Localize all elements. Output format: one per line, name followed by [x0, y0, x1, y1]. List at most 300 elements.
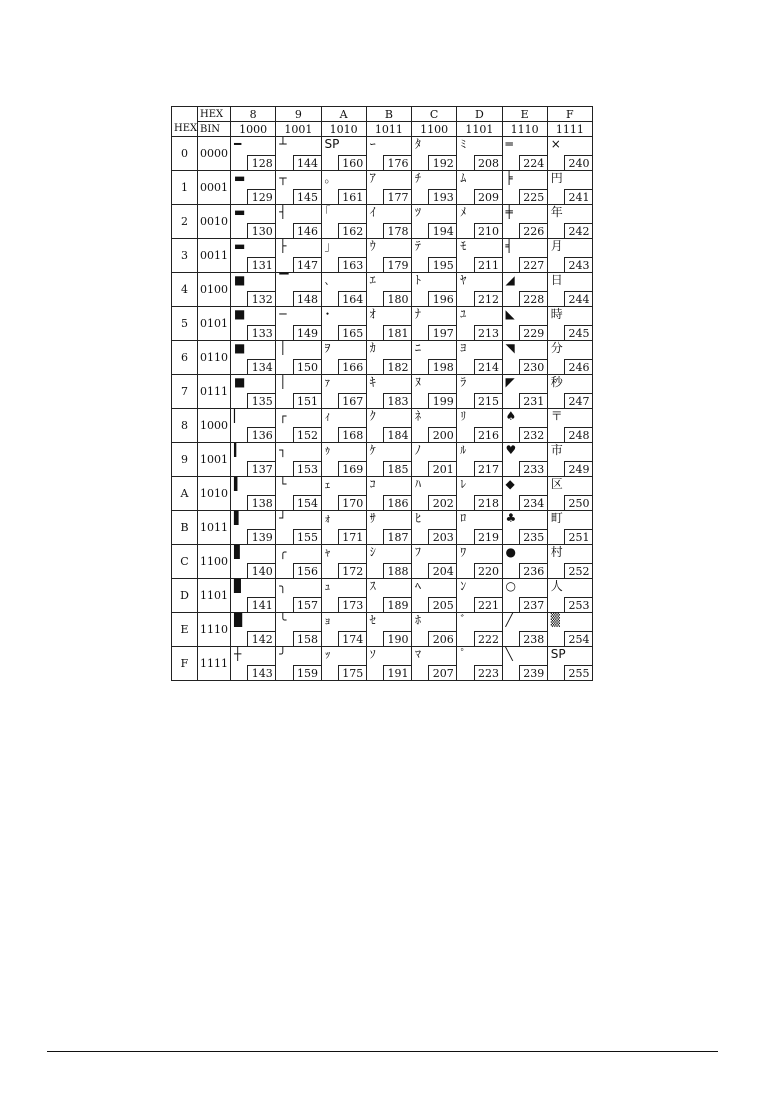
- row-header-hex: 8: [172, 409, 198, 443]
- character-glyph: ﾉ: [415, 443, 422, 457]
- character-glyph: 〒: [550, 409, 563, 423]
- code-cell: [502, 341, 547, 375]
- decimal-code: 226: [519, 223, 548, 239]
- row-header-bin: 1000: [198, 409, 231, 443]
- decimal-code: 139: [247, 529, 276, 545]
- column-header-hex: C: [412, 107, 457, 122]
- decimal-code: 248: [564, 427, 593, 443]
- decimal-code: 205: [428, 597, 457, 613]
- code-cell: [502, 511, 547, 545]
- character-glyph: ｨ: [324, 409, 331, 423]
- code-cell: [547, 477, 592, 511]
- character-glyph: ×: [550, 137, 561, 151]
- character-glyph: SP: [324, 137, 340, 151]
- table-row: [172, 443, 593, 477]
- code-cell: [502, 273, 547, 307]
- character-glyph: ┬: [279, 171, 287, 185]
- code-cell: [457, 511, 502, 545]
- character-glyph: ｪ: [324, 477, 331, 491]
- decimal-code: 154: [293, 495, 322, 511]
- character-glyph: ♥: [505, 443, 517, 457]
- character-glyph: ﾃ: [415, 239, 422, 253]
- character-glyph: ▋: [234, 545, 244, 559]
- code-cell: [412, 511, 457, 545]
- row-header-hex: E: [172, 613, 198, 647]
- code-cell: [457, 273, 502, 307]
- decimal-code: 213: [474, 325, 503, 341]
- character-glyph: ◥: [505, 341, 515, 355]
- footer-rule: [47, 1051, 718, 1052]
- table-row: [172, 137, 593, 171]
- code-cell: [366, 273, 411, 307]
- decimal-code: 155: [293, 529, 322, 545]
- code-cell: [321, 477, 366, 511]
- code-cell: [502, 409, 547, 443]
- code-cell: [231, 375, 276, 409]
- decimal-code: 173: [338, 597, 367, 613]
- character-glyph: │: [279, 375, 287, 389]
- character-glyph: ┤: [279, 205, 287, 219]
- decimal-code: 235: [519, 529, 548, 545]
- code-cell: [457, 375, 502, 409]
- row-header-hex: 7: [172, 375, 198, 409]
- code-cell: [276, 613, 321, 647]
- decimal-code: 138: [247, 495, 276, 511]
- row-header-hex: C: [172, 545, 198, 579]
- table-row: [172, 239, 593, 273]
- decimal-code: 246: [564, 359, 593, 375]
- decimal-code: 252: [564, 563, 593, 579]
- decimal-code: 143: [247, 665, 276, 681]
- character-glyph: ◆: [505, 477, 515, 491]
- character-glyph: SP: [550, 647, 566, 661]
- character-glyph: ▏: [234, 409, 244, 423]
- code-cell: [321, 409, 366, 443]
- character-glyph: │: [279, 341, 287, 355]
- decimal-code: 172: [338, 563, 367, 579]
- character-glyph: ﾑ: [460, 171, 467, 185]
- code-cell: [321, 511, 366, 545]
- row-header-bin: 1100: [198, 545, 231, 579]
- row-header-bin: 1001: [198, 443, 231, 477]
- decimal-code: 216: [474, 427, 503, 443]
- character-glyph: ▬: [234, 239, 246, 253]
- decimal-code: 233: [519, 461, 548, 477]
- decimal-code: 152: [293, 427, 322, 443]
- code-table: [171, 106, 593, 681]
- decimal-code: 176: [383, 155, 412, 171]
- row-header-bin: 0101: [198, 307, 231, 341]
- code-cell: [502, 477, 547, 511]
- character-glyph: ｿ: [369, 647, 376, 661]
- character-glyph: ｫ: [324, 511, 331, 525]
- character-glyph: ﾗ: [460, 375, 467, 389]
- decimal-code: 141: [247, 597, 276, 613]
- code-cell: [321, 205, 366, 239]
- character-glyph: ●: [505, 545, 516, 559]
- character-glyph: ﾄ: [415, 273, 422, 287]
- character-glyph: ┼: [234, 647, 242, 661]
- code-cell: [457, 443, 502, 477]
- decimal-code: 156: [293, 563, 322, 579]
- decimal-code: 184: [383, 427, 412, 443]
- header-row-bin: [172, 122, 593, 137]
- character-glyph: ▊: [234, 579, 244, 593]
- table-row: [172, 171, 593, 205]
- character-glyph: ▬: [234, 205, 246, 219]
- decimal-code: 179: [383, 257, 412, 273]
- decimal-code: 240: [564, 155, 593, 171]
- decimal-code: 148: [293, 291, 322, 307]
- code-cell: [276, 307, 321, 341]
- decimal-code: 230: [519, 359, 548, 375]
- decimal-code: 251: [564, 529, 593, 545]
- character-glyph: ┴: [279, 137, 287, 151]
- decimal-code: 198: [428, 359, 457, 375]
- row-header-hex: 3: [172, 239, 198, 273]
- decimal-code: 145: [293, 189, 322, 205]
- row-header-bin: 1111: [198, 647, 231, 681]
- code-cell: [321, 613, 366, 647]
- character-glyph: ｦ: [324, 341, 331, 355]
- decimal-code: 225: [519, 189, 548, 205]
- column-header-bin: 1101: [457, 122, 502, 137]
- code-cell: [412, 239, 457, 273]
- character-glyph: ｢: [324, 205, 331, 219]
- code-cell: [366, 137, 411, 171]
- code-cell: [457, 477, 502, 511]
- code-cell: [321, 137, 366, 171]
- row-header-bin: 0011: [198, 239, 231, 273]
- character-glyph: ﾆ: [415, 341, 422, 355]
- decimal-code: 187: [383, 529, 412, 545]
- code-cell: [502, 137, 547, 171]
- decimal-code: 182: [383, 359, 412, 375]
- decimal-code: 142: [247, 631, 276, 647]
- row-header-bin: 0000: [198, 137, 231, 171]
- column-header-hex: 9: [276, 107, 321, 122]
- decimal-code: 167: [338, 393, 367, 409]
- code-cell: [412, 579, 457, 613]
- character-glyph: ╯: [279, 647, 287, 661]
- character-glyph: ─: [279, 307, 287, 321]
- code-cell: [502, 613, 547, 647]
- character-glyph: ♠: [505, 409, 517, 423]
- character-glyph: ｡: [324, 171, 331, 185]
- code-cell: [231, 307, 276, 341]
- code-cell: [547, 375, 592, 409]
- column-header-hex: 8: [231, 107, 276, 122]
- decimal-code: 238: [519, 631, 548, 647]
- character-glyph: ■: [234, 341, 246, 355]
- decimal-code: 241: [564, 189, 593, 205]
- character-glyph: ╭: [279, 545, 287, 559]
- decimal-code: 206: [428, 631, 457, 647]
- column-header-hex-label: HEX: [198, 107, 231, 122]
- column-header-hex: B: [366, 107, 411, 122]
- character-glyph: 日: [550, 273, 563, 287]
- code-cell: [547, 341, 592, 375]
- character-glyph: 分: [550, 341, 563, 355]
- decimal-code: 224: [519, 155, 548, 171]
- table-row: [172, 375, 593, 409]
- code-cell: [231, 545, 276, 579]
- code-cell: [547, 307, 592, 341]
- character-glyph: ﾘ: [460, 409, 467, 423]
- character-glyph: ■: [234, 307, 246, 321]
- decimal-code: 178: [383, 223, 412, 239]
- code-cell: [457, 647, 502, 681]
- row-header-hex: 1: [172, 171, 198, 205]
- row-header-hex: 2: [172, 205, 198, 239]
- column-header-hex: A: [321, 107, 366, 122]
- character-glyph: ╮: [279, 579, 287, 593]
- code-cell: [412, 647, 457, 681]
- table-row: [172, 545, 593, 579]
- code-cell: [366, 239, 411, 273]
- code-cell: [547, 511, 592, 545]
- character-glyph: ﾅ: [415, 307, 422, 321]
- code-cell: [321, 579, 366, 613]
- character-glyph: ﾟ: [460, 647, 467, 661]
- character-glyph: 円: [550, 171, 563, 185]
- code-cell: [366, 477, 411, 511]
- decimal-code: 229: [519, 325, 548, 341]
- code-cell: [321, 273, 366, 307]
- decimal-code: 188: [383, 563, 412, 579]
- decimal-code: 140: [247, 563, 276, 579]
- character-glyph: ｯ: [324, 647, 331, 661]
- code-cell: [366, 613, 411, 647]
- character-glyph: ﾍ: [415, 579, 422, 593]
- decimal-code: 136: [247, 427, 276, 443]
- code-cell: [366, 647, 411, 681]
- code-cell: [457, 579, 502, 613]
- character-glyph: 秒: [550, 375, 563, 389]
- code-cell: [231, 511, 276, 545]
- code-cell: [547, 273, 592, 307]
- code-cell: [412, 613, 457, 647]
- character-glyph: ▉: [234, 613, 244, 627]
- code-cell: [321, 443, 366, 477]
- character-glyph: ｣: [324, 239, 331, 253]
- code-cell: [502, 443, 547, 477]
- table-row: [172, 511, 593, 545]
- code-cell: [412, 477, 457, 511]
- code-cell: [276, 579, 321, 613]
- character-glyph: ﾋ: [415, 511, 422, 525]
- character-glyph: ｹ: [369, 443, 376, 457]
- character-glyph: ｮ: [324, 613, 331, 627]
- code-cell: [231, 477, 276, 511]
- code-cell: [321, 647, 366, 681]
- code-cell: [502, 545, 547, 579]
- code-cell: [366, 511, 411, 545]
- code-cell: [547, 171, 592, 205]
- code-cell: [231, 137, 276, 171]
- character-glyph: ﾐ: [460, 137, 467, 151]
- code-cell: [366, 579, 411, 613]
- decimal-code: 189: [383, 597, 412, 613]
- code-cell: [412, 409, 457, 443]
- character-glyph: 区: [550, 477, 563, 491]
- character-glyph: ♣: [505, 511, 517, 525]
- decimal-code: 149: [293, 325, 322, 341]
- row-header-hex-label: HEX: [172, 122, 198, 137]
- code-cell: [547, 613, 592, 647]
- code-cell: [502, 579, 547, 613]
- character-glyph: ﾜ: [460, 545, 467, 559]
- decimal-code: 159: [293, 665, 322, 681]
- decimal-code: 147: [293, 257, 322, 273]
- column-header-bin: 1001: [276, 122, 321, 137]
- decimal-code: 151: [293, 393, 322, 409]
- character-glyph: ▍: [234, 477, 244, 491]
- code-cell: [231, 409, 276, 443]
- decimal-code: 210: [474, 223, 503, 239]
- decimal-code: 166: [338, 359, 367, 375]
- code-cell: [321, 375, 366, 409]
- code-cell: [502, 375, 547, 409]
- code-cell: [366, 341, 411, 375]
- code-cell: [547, 647, 592, 681]
- row-header-hex: F: [172, 647, 198, 681]
- character-glyph: ━: [234, 137, 242, 151]
- decimal-code: 162: [338, 223, 367, 239]
- code-cell: [276, 477, 321, 511]
- code-cell: [276, 545, 321, 579]
- decimal-code: 209: [474, 189, 503, 205]
- code-cell: [457, 137, 502, 171]
- code-cell: [276, 409, 321, 443]
- decimal-code: 129: [247, 189, 276, 205]
- character-glyph: ｶ: [369, 341, 376, 355]
- code-cell: [457, 239, 502, 273]
- decimal-code: 194: [428, 223, 457, 239]
- character-glyph: ╲: [505, 647, 513, 661]
- code-cell: [457, 205, 502, 239]
- decimal-code: 227: [519, 257, 548, 273]
- character-glyph: ▎: [234, 443, 244, 457]
- character-glyph: 町: [550, 511, 563, 525]
- decimal-code: 255: [564, 665, 593, 681]
- code-cell: [231, 171, 276, 205]
- character-glyph: ﾖ: [460, 341, 467, 355]
- decimal-code: 200: [428, 427, 457, 443]
- character-glyph: ﾒ: [460, 205, 467, 219]
- decimal-code: 135: [247, 393, 276, 409]
- code-cell: [457, 545, 502, 579]
- decimal-code: 164: [338, 291, 367, 307]
- code-cell: [366, 171, 411, 205]
- table-row: [172, 273, 593, 307]
- code-cell: [276, 273, 321, 307]
- column-header-bin: 1110: [502, 122, 547, 137]
- decimal-code: 207: [428, 665, 457, 681]
- decimal-code: 237: [519, 597, 548, 613]
- code-cell: [231, 647, 276, 681]
- character-glyph: ╞: [505, 171, 513, 185]
- code-cell: [276, 443, 321, 477]
- character-glyph: ◢: [505, 273, 515, 287]
- code-cell: [502, 205, 547, 239]
- code-cell: [547, 205, 592, 239]
- character-glyph: ｽ: [369, 579, 376, 593]
- row-header-hex: B: [172, 511, 198, 545]
- decimal-code: 197: [428, 325, 457, 341]
- decimal-code: 186: [383, 495, 412, 511]
- character-glyph: ｲ: [369, 205, 376, 219]
- decimal-code: 134: [247, 359, 276, 375]
- code-cell: [321, 171, 366, 205]
- decimal-code: 208: [474, 155, 503, 171]
- decimal-code: 130: [247, 223, 276, 239]
- character-glyph: ﾌ: [415, 545, 422, 559]
- decimal-code: 146: [293, 223, 322, 239]
- character-glyph: ┐: [279, 443, 287, 457]
- decimal-code: 161: [338, 189, 367, 205]
- code-cell: [276, 511, 321, 545]
- character-glyph: ═: [505, 137, 513, 151]
- table-row: [172, 341, 593, 375]
- code-cell: [547, 579, 592, 613]
- character-glyph: ■: [234, 273, 246, 287]
- code-cell: [547, 409, 592, 443]
- code-cell: [231, 239, 276, 273]
- character-glyph: ｰ: [369, 137, 376, 151]
- code-cell: [412, 273, 457, 307]
- decimal-code: 168: [338, 427, 367, 443]
- decimal-code: 250: [564, 495, 593, 511]
- decimal-code: 239: [519, 665, 548, 681]
- decimal-code: 169: [338, 461, 367, 477]
- decimal-code: 253: [564, 597, 593, 613]
- character-glyph: ┘: [279, 511, 287, 525]
- code-cell: [412, 205, 457, 239]
- code-cell: [366, 545, 411, 579]
- character-glyph: ﾓ: [460, 239, 467, 253]
- decimal-code: 191: [383, 665, 412, 681]
- decimal-code: 231: [519, 393, 548, 409]
- decimal-code: 181: [383, 325, 412, 341]
- decimal-code: 243: [564, 257, 593, 273]
- decimal-code: 218: [474, 495, 503, 511]
- decimal-code: 247: [564, 393, 593, 409]
- character-glyph: ﾈ: [415, 409, 422, 423]
- code-cell: [457, 409, 502, 443]
- code-cell: [276, 137, 321, 171]
- decimal-code: 190: [383, 631, 412, 647]
- character-glyph: 月: [550, 239, 563, 253]
- decimal-code: 158: [293, 631, 322, 647]
- character-glyph: ╰: [279, 613, 287, 627]
- code-cell: [276, 239, 321, 273]
- decimal-code: 228: [519, 291, 548, 307]
- character-glyph: 時: [550, 307, 563, 321]
- decimal-code: 137: [247, 461, 276, 477]
- decimal-code: 153: [293, 461, 322, 477]
- decimal-code: 244: [564, 291, 593, 307]
- character-glyph: ┌: [279, 409, 287, 423]
- code-cell: [276, 171, 321, 205]
- decimal-code: 211: [474, 257, 503, 273]
- decimal-code: 234: [519, 495, 548, 511]
- character-glyph: ･: [324, 307, 331, 321]
- character-glyph: ▌: [234, 511, 244, 525]
- character-glyph: ﾝ: [460, 579, 467, 593]
- decimal-code: 174: [338, 631, 367, 647]
- code-cell: [502, 171, 547, 205]
